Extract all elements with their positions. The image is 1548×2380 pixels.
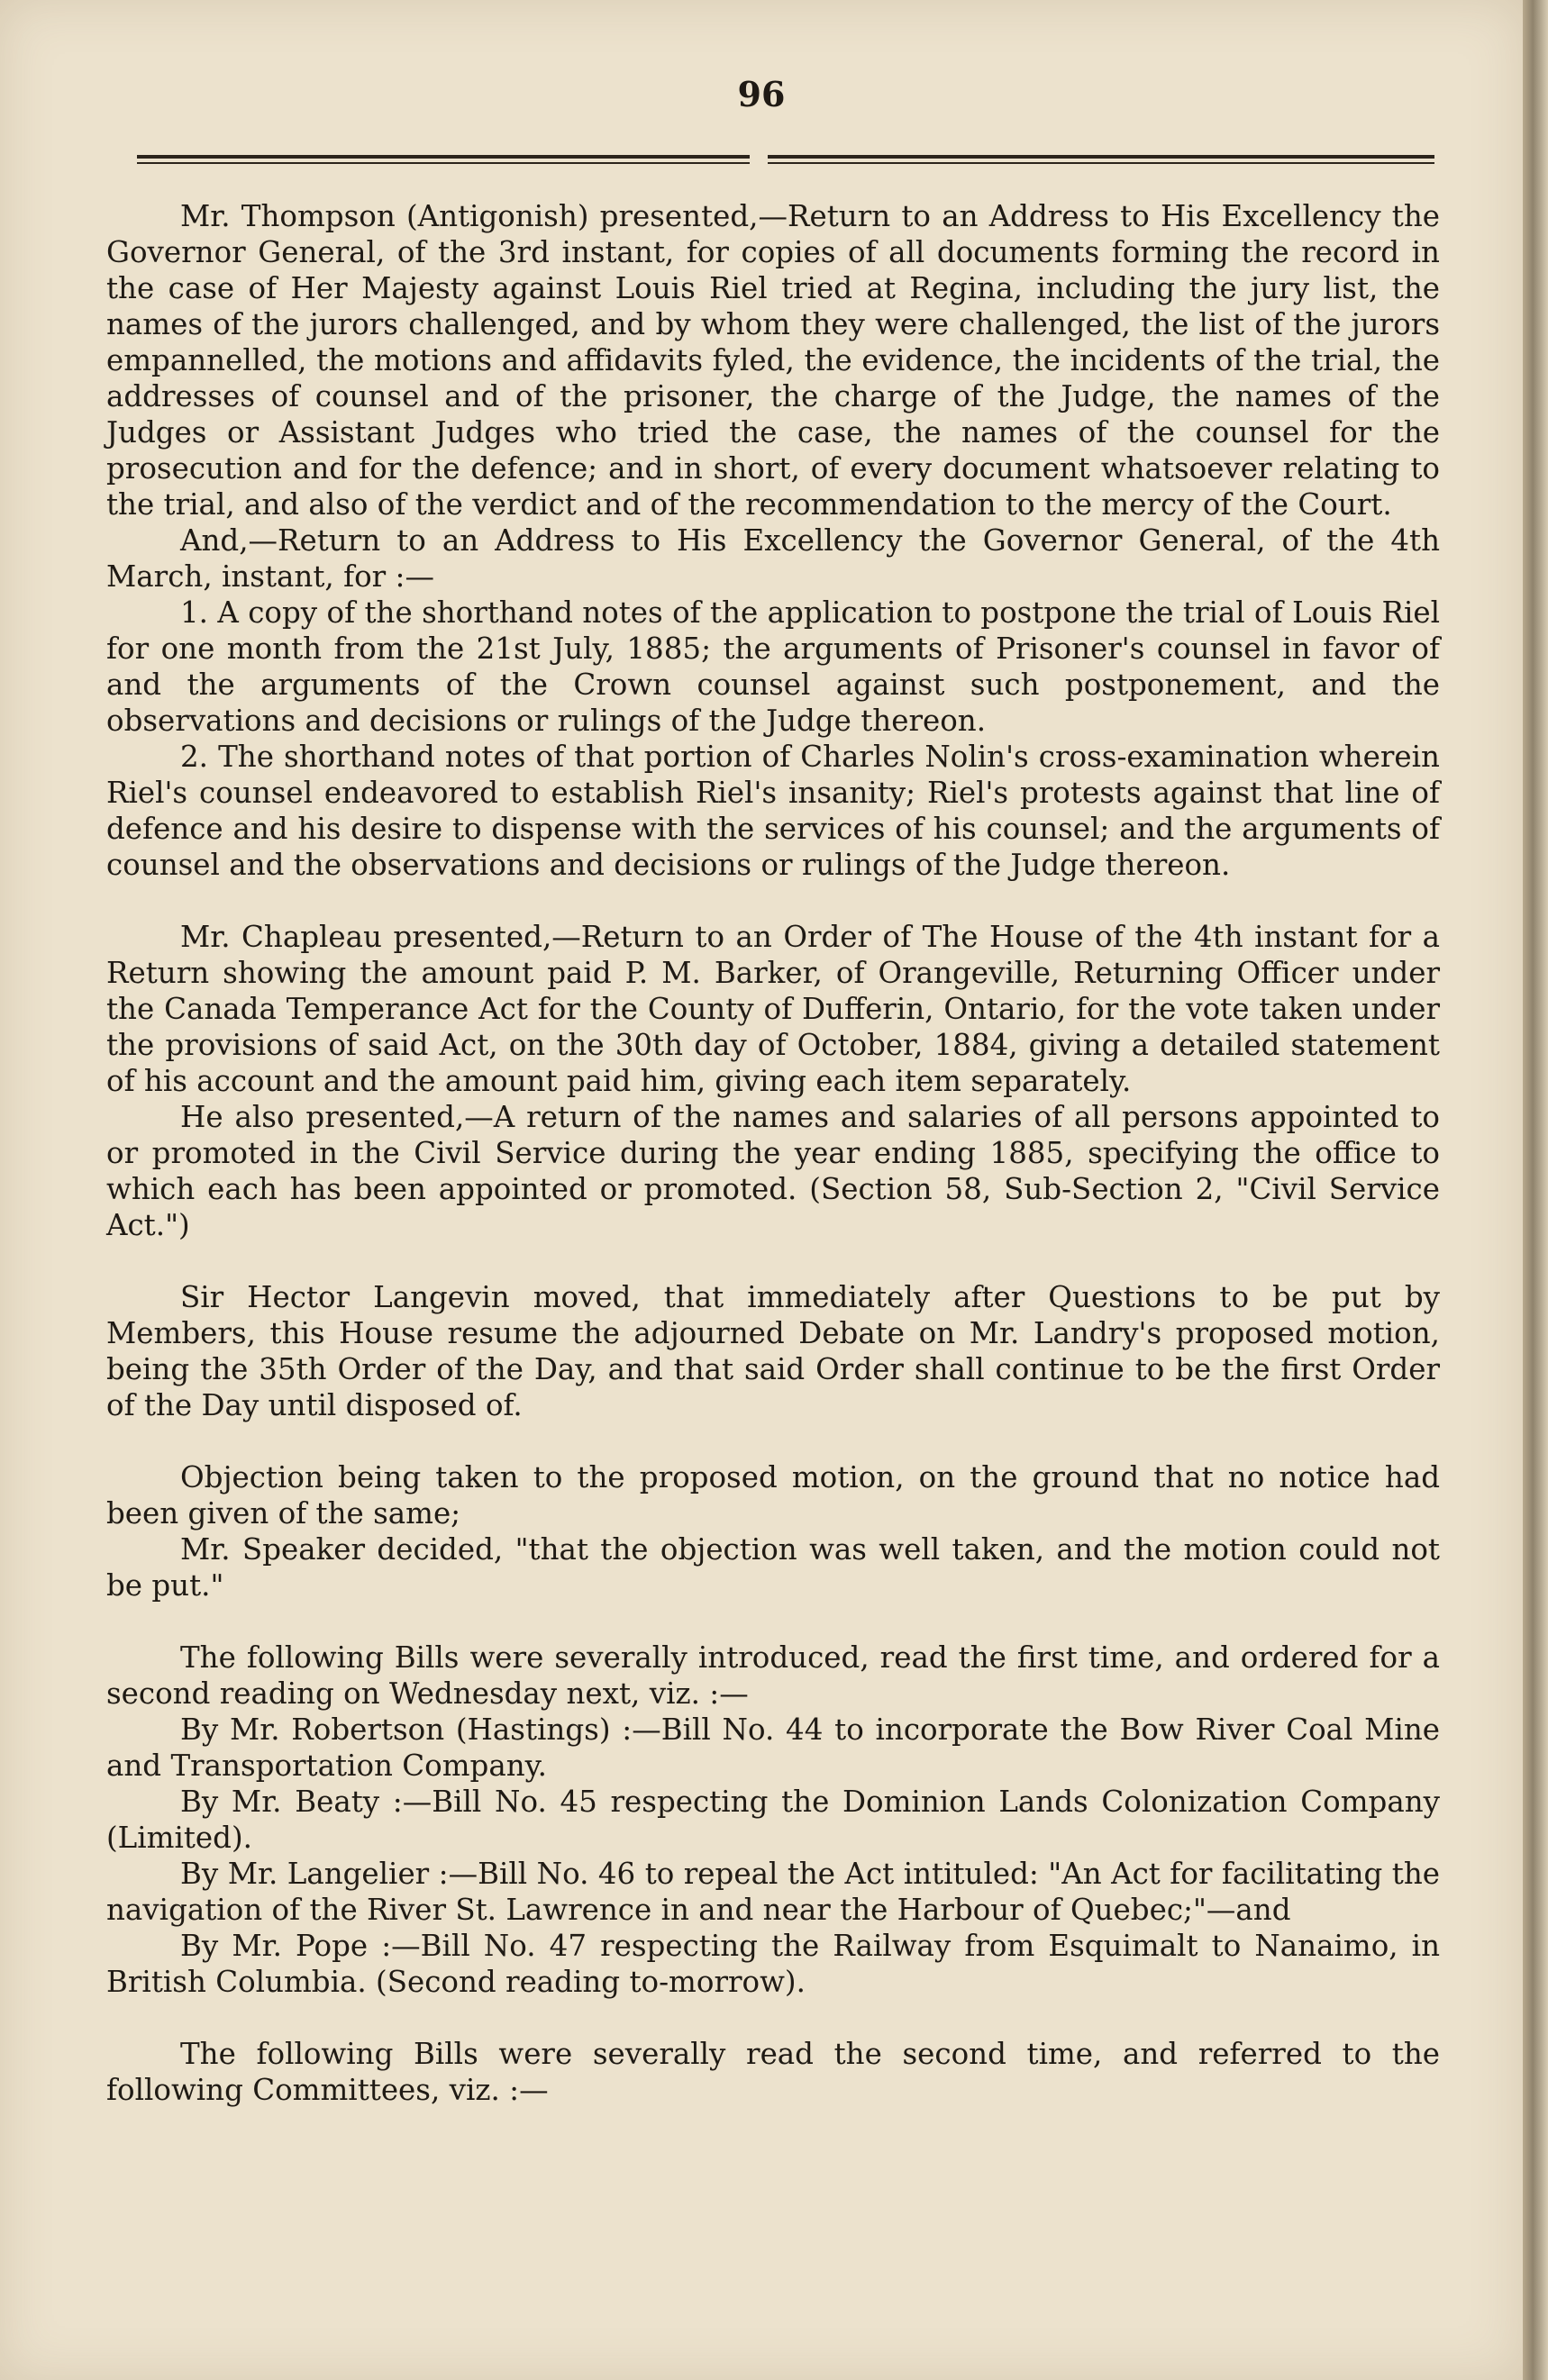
page-number: 96 xyxy=(737,74,786,114)
bills-second-reading-paragraph: The following Bills were severally read the second time, and referred to the following Committees, viz. :— xyxy=(106,2037,1440,2107)
langevin-motion-paragraph: Sir Hector Langevin moved, that immediately after Questions to be put by Members, this House resume the adjourned Debate on Mr. Landry's proposed motion, being the 35th Order of the Day, and that said Order shall continue to be the first Order of the Day until disposed of. xyxy=(106,1280,1440,1422)
bills-introduced-paragraph: The following Bills were severally introduced, read the first time, and ordered for a second reading on Wednesday next, viz. :— xyxy=(106,1640,1440,1711)
header-rule-right xyxy=(768,155,1434,166)
bill-44-paragraph: By Mr. Robertson (Hastings) :—Bill No. 44 to incorporate the Bow River Coal Mine and Transportation Company. xyxy=(106,1712,1440,1783)
civil-service-return-paragraph: He also presented,—A return of the names and salaries of all persons appointed to or promoted in the Civil Service during the year ending 1885, specifying the office to which each has been appointed or promoted. (Section 58, Sub-Section 2, "Civil Service Act.") xyxy=(106,1100,1440,1242)
speaker-decision-paragraph: Mr. Speaker decided, "that the objection was well taken, and the motion could not be put." xyxy=(106,1532,1440,1603)
page-edge xyxy=(1523,0,1548,2380)
header-rule-left xyxy=(137,155,750,166)
chapleau-return-paragraph: Mr. Chapleau presented,—Return to an Order of The House of the 4th instant for a Return showing the amount paid P. M. Barker, of Orangeville, Returning Officer under the Canada Temperance Act for the County of Dufferin, Ontario, for the vote taken under the provisions of said Act, on the 30th day of October, 1884, giving a detailed statement of his account and the amount paid him, giving each item separately. xyxy=(106,920,1440,1098)
bill-46-paragraph: By Mr. Langelier :—Bill No. 46 to repeal the Act intituled: "An Act for facilitating the navigation of the River St. Lawrence in and near the Harbour of Quebec;"—and xyxy=(106,1857,1440,1927)
riel-item-1: 1. A copy of the shorthand notes of the application to postpone the trial of Louis Riel for one month from the 21st July, 1885; the arguments of Prisoner's counsel in favor of and the arguments of the Crown counsel against such postponement, and the observations and decisions or rulings of the Judge thereon. xyxy=(106,595,1440,738)
journal-text xyxy=(106,198,1440,2108)
riel-address-paragraph: And,—Return to an Address to His Excellency the Governor General, of the 4th March, instant, for :— xyxy=(106,523,1440,594)
bill-47-paragraph: By Mr. Pope :—Bill No. 47 respecting the Railway from Esquimalt to Nanaimo, in British Columbia. (Second reading to-morrow). xyxy=(106,1929,1440,1999)
thompson-return-paragraph: Mr. Thompson (Antigonish) presented,—Return to an Address to His Excellency the Governor General, of the 3rd instant, for copies of all documents forming the record in the case of Her Majesty against Louis Riel tried at Regina, including the jury list, the names of the jurors challenged, and by whom they were challenged, the list of the jurors empannelled, the motions and affidavits fyled, the evidence, the incidents of the trial, the addresses of counsel and of the prisoner, the charge of the Judge, the names of the Judges or Assistant Judges who tried the case, the names of the counsel for the prosecution and for the defence; and in short, of every document whatsoever relating to the trial, and also of the verdict and of the recommendation to the mercy of the Court. xyxy=(106,199,1440,522)
riel-item-2: 2. The shorthand notes of that portion of Charles Nolin's cross-examination wherein Riel's counsel endeavored to establish Riel's insanity; Riel's protests against that line of defence and his desire to dispense with the services of his counsel; and the arguments of counsel and the observations and decisions or rulings of the Judge thereon. xyxy=(106,740,1440,882)
objection-paragraph: Objection being taken to the proposed motion, on the ground that no notice had been given of the same; xyxy=(106,1460,1440,1531)
bill-45-paragraph: By Mr. Beaty :—Bill No. 45 respecting the Dominion Lands Colonization Company (Limited). xyxy=(106,1785,1440,1855)
